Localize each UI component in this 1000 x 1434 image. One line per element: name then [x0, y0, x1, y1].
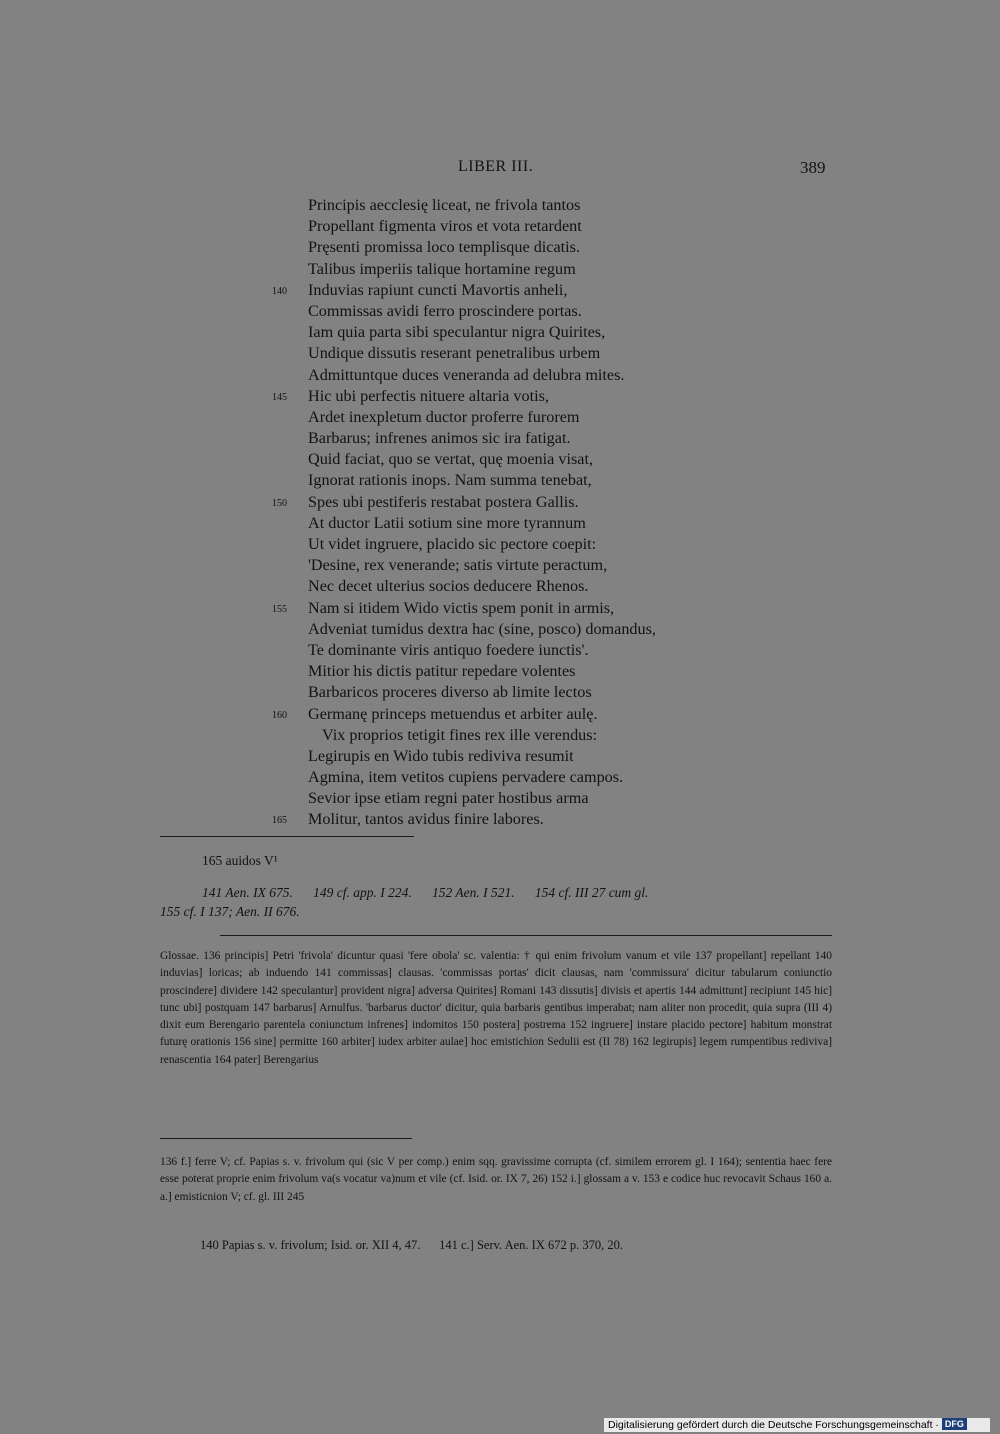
verse-text: Spes ubi pestiferis restabat postera Gallis. — [308, 492, 579, 511]
verse-line — [308, 682, 788, 703]
verse-line — [308, 640, 788, 661]
dfg-logo-icon: DFG — [942, 1418, 967, 1430]
verse-text: Commissas avidi ferro proscindere portas. — [308, 301, 582, 320]
verse-text: Quid faciat, quo se vertat, quę moenia visat, — [308, 450, 593, 469]
verse-text: At ductor Latii sotium sine more tyrannum — [308, 513, 586, 532]
verse-line — [308, 301, 788, 322]
line-number: 150 — [272, 497, 287, 509]
verse-line — [308, 788, 788, 809]
line-number: 145 — [272, 391, 287, 403]
verse-text: Undique dissutis reserant penetralibus urbem — [308, 344, 601, 363]
verse-line — [308, 534, 788, 555]
source-apparatus — [160, 883, 832, 921]
critical-apparatus — [160, 851, 832, 870]
verse-text: Barbaricos proceres diverso ab limite lectos — [308, 683, 592, 702]
verse-text: Nam si itidem Wido victis spem ponit in armis, — [308, 598, 615, 617]
line-number: 165 — [272, 815, 287, 827]
verse-line — [308, 428, 788, 449]
verse-line — [272, 809, 788, 830]
verse-text: Iam quia parta sibi speculantur nigra Quirites, — [308, 323, 606, 342]
footer-text: Digitalisierung gefördert durch die Deutsche Forschungsgemeinschaft · — [608, 1419, 939, 1431]
verse-line — [308, 322, 788, 343]
verse-text: Ignorat rationis inops. Nam summa tenebat, — [308, 471, 592, 490]
verse-text: Admittuntque duces veneranda ad delubra mites. — [308, 365, 625, 384]
verse-text: Hic ubi perfectis nituere altaria votis, — [308, 386, 549, 405]
verse-line — [308, 555, 788, 576]
line-number: 160 — [272, 709, 287, 721]
verse-text: Talibus imperiis talique hortamine regum — [308, 259, 576, 278]
glossae-notes: 136 f.] ferre V; cf. Papias s. v. frivolum qui (sic V per comp.) enim sqq. gravissime corrupta (cf. similem errorem gl. I 164); sententia haec fere esse poterat proprie enim frivolum va(s vocatur va)num et vile (cf. Isid. or. IX 7, 26) 152 i.] glossam a v. 153 e codice huc revocavit Schaus 160 a. a.] emisticnion V; cf. gl. III 245 — [160, 1156, 832, 1203]
verse-line — [272, 280, 788, 301]
verse-text: Adveniat tumidus dextra hac (sine, posco) domandus, — [308, 619, 656, 638]
verse-line — [272, 492, 788, 513]
verse-text: Molitur, tantos avidus finire labores. — [308, 810, 544, 829]
verse-text: Barbarus; infrenes animos sic ira fatigat. — [308, 429, 571, 448]
verse-text: Legirupis en Wido tubis rediviva resumit — [308, 746, 574, 765]
verse-text: Mitior his dictis patitur repedare volentes — [308, 662, 576, 681]
critical-note: 165 auidos V¹ — [202, 853, 278, 868]
verse-line — [308, 237, 788, 258]
sources-line-1: 141 Aen. IX 675. 149 cf. app. I 224. 152 Aen. I 521. 154 cf. III 27 cum gl. — [202, 885, 649, 900]
glossae-sources: 140 Papias s. v. frivolum; Isid. or. XII 4, 47. 141 c.] Serv. Aen. IX 672 p. 370, 20. — [200, 1238, 623, 1252]
verse-text: Sevior ipse etiam regni pater hostibus arma — [308, 789, 589, 808]
line-number: 140 — [272, 285, 287, 297]
verse-line — [308, 470, 788, 491]
glossae-text: Glossae. 136 principis] Petri 'frivola' dicuntur quasi 'fere obola' sc. valentia: † qui enim frivolum vanum et vile 137 propellant] repellant 140 induvias] loricas; ab induendo 141 commissas] clausas. 'commissas portas' dicit clausas, nam 'commissura' dicitur tabularum coniunctio proscindere] dividere 142 speculantur] provident nigra] adversa Quirites] Romani 143 dissutis] divisis et apertis 144 admittunt] recipiunt 145 hic] tunc ubi] postquam 147 barbarus] Arnulfus. 'barbarus ductor' dicitur, quia barbaris gentibus imperabat; nam aliter non procedit, quia supra (III 4) dixit eum Berengario parentela coniunctum infrenes] indomitos 150 postera] postrema 152 ingruere] instare placido pectore] habitum monstrat futurę orationis 156 sine] permitte 160 arbiter] iudex arbiter aulae] hoc emistichion Sedulii est (II 78) 162 legirupis] legem rumpentibus rediviva] renascentia 164 pater] Berengarius — [160, 950, 832, 1066]
verse-line — [308, 619, 788, 640]
poem-verses — [272, 195, 788, 831]
page-number: 389 — [800, 158, 826, 177]
sources-line-2: 155 cf. I 137; Aen. II 676. — [160, 904, 300, 919]
verse-line — [308, 767, 788, 788]
verse-line — [308, 259, 788, 280]
verse-text: Principis aecclesię liceat, ne frivola tantos — [308, 196, 581, 214]
verse-line — [308, 216, 788, 237]
verse-line — [308, 343, 788, 364]
rule-divider — [220, 935, 832, 936]
rule-divider — [160, 1138, 412, 1139]
verse-line — [272, 704, 788, 725]
verse-line — [308, 513, 788, 534]
footer-banner — [604, 1418, 990, 1432]
verse-text: Vix proprios tetigit fines rex ille verendus: — [322, 725, 598, 744]
verse-line — [308, 365, 788, 386]
verse-text: Agmina, item vetitos cupiens pervadere campos. — [308, 768, 624, 787]
verse-text: Nec decet ulterius socios deducere Rhenos. — [308, 577, 589, 596]
verse-line — [308, 746, 788, 767]
line-number: 155 — [272, 603, 287, 615]
verse-text: Induvias rapiunt cuncti Mavortis anheli, — [308, 280, 568, 299]
running-head-title: LIBER III. — [458, 158, 534, 175]
verse-text: Te dominante viris antiquo foedere iunctis'. — [308, 640, 589, 659]
verse-text: Propellant figmenta viros et vota retardent — [308, 217, 582, 236]
verse-line — [308, 407, 788, 428]
verse-line — [308, 449, 788, 470]
verse-text: Pręsenti promissa loco templisque dicatis. — [308, 238, 580, 257]
verse-line — [272, 386, 788, 407]
verse-line — [308, 195, 788, 216]
verse-text: Germanę princeps metuendus et arbiter aulę. — [308, 704, 598, 723]
verse-line — [272, 598, 788, 619]
verse-text: 'Desine, rex venerande; satis virtute peractum, — [308, 556, 608, 575]
rule-divider — [160, 836, 414, 837]
verse-text: Ardet inexpletum ductor proferre furorem — [308, 407, 580, 426]
verse-line — [308, 725, 788, 746]
verse-line — [308, 576, 788, 597]
verse-text: Ut videt ingruere, placido sic pectore coepit: — [308, 535, 597, 553]
verse-line — [308, 661, 788, 682]
